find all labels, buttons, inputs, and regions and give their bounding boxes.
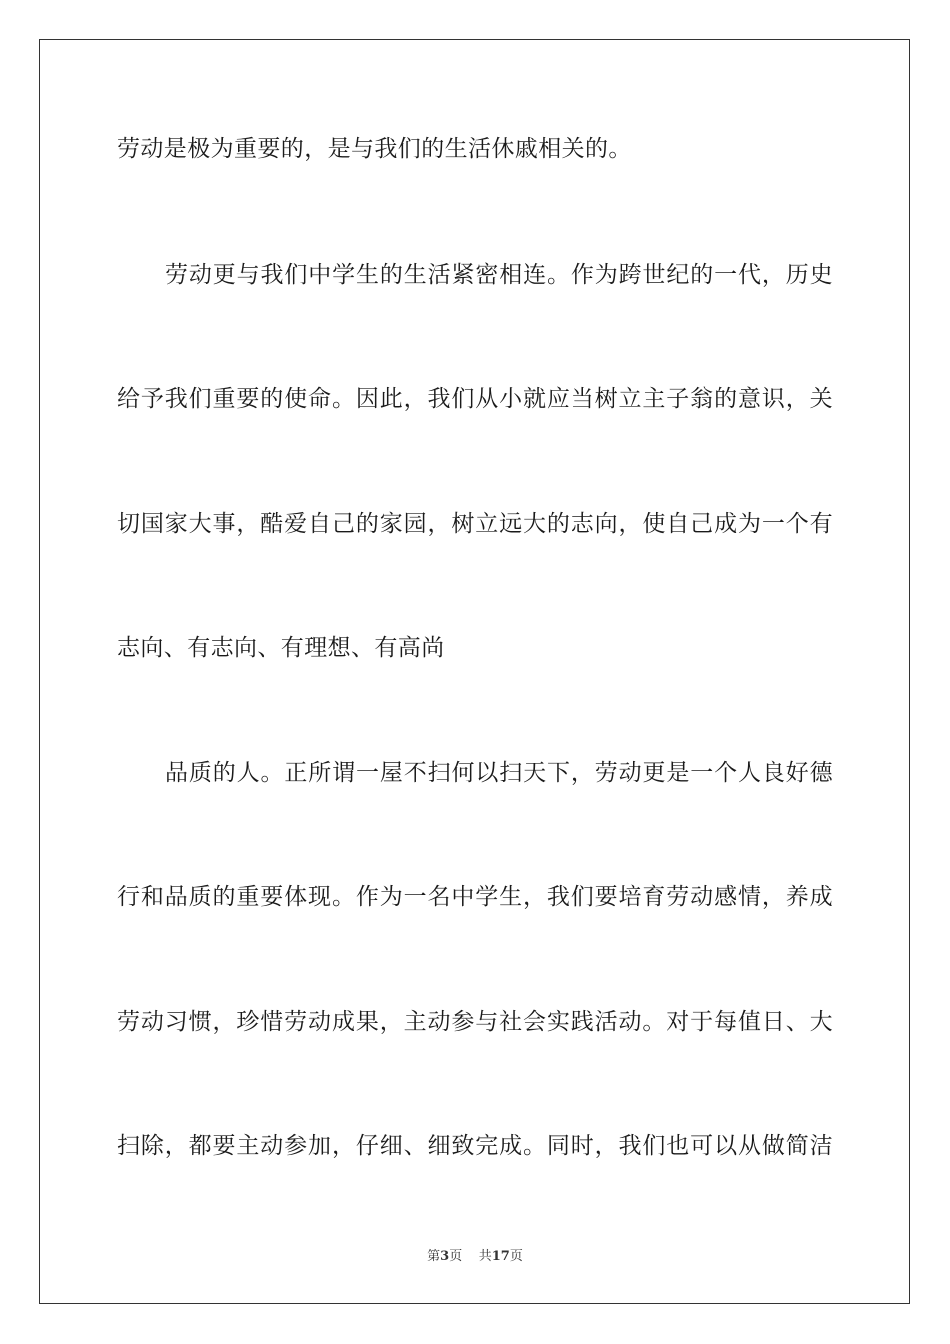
body-text-line-7: 行和品质的重要体现。作为一名中学生，我们要培育劳动感情，养成 bbox=[117, 884, 833, 910]
body-text-line-8: 劳动习惯，珍惜劳动成果，主动参与社会实践活动。对于每值日、大 bbox=[117, 1009, 833, 1035]
footer-page-prefix: 第 bbox=[427, 1249, 441, 1264]
body-text-line-5: 志向、有志向、有理想、有高尚 bbox=[117, 635, 445, 661]
footer-page-total: 17 bbox=[491, 1249, 510, 1264]
footer-page-current: 3 bbox=[440, 1249, 450, 1264]
body-text-line-2: 劳动更与我们中学生的生活紧密相连。作为跨世纪的一代，历史 bbox=[165, 262, 833, 288]
body-text-line-4: 切国家大事，酷爱自己的家园，树立远大的志向，使自己成为一个有 bbox=[117, 511, 833, 537]
footer-total-prefix: 共 bbox=[478, 1249, 492, 1264]
page-footer bbox=[0, 1245, 950, 1264]
footer-total-suffix: 页 bbox=[509, 1249, 523, 1264]
body-text-line-6: 品质的人。正所谓一屋不扫何以扫天下，劳动更是一个人良好德 bbox=[165, 760, 833, 786]
body-text-line-3: 给予我们重要的使命。因此，我们从小就应当树立主子翁的意识，关 bbox=[117, 386, 833, 412]
footer-page-suffix: 页 bbox=[449, 1249, 463, 1264]
page-border bbox=[39, 39, 910, 1304]
body-text-line-9: 扫除，都要主动参加，仔细、细致完成。同时，我们也可以从做简洁 bbox=[117, 1133, 833, 1159]
body-text-line-1: 劳动是极为重要的，是与我们的生活休戚相关的。 bbox=[117, 136, 632, 162]
